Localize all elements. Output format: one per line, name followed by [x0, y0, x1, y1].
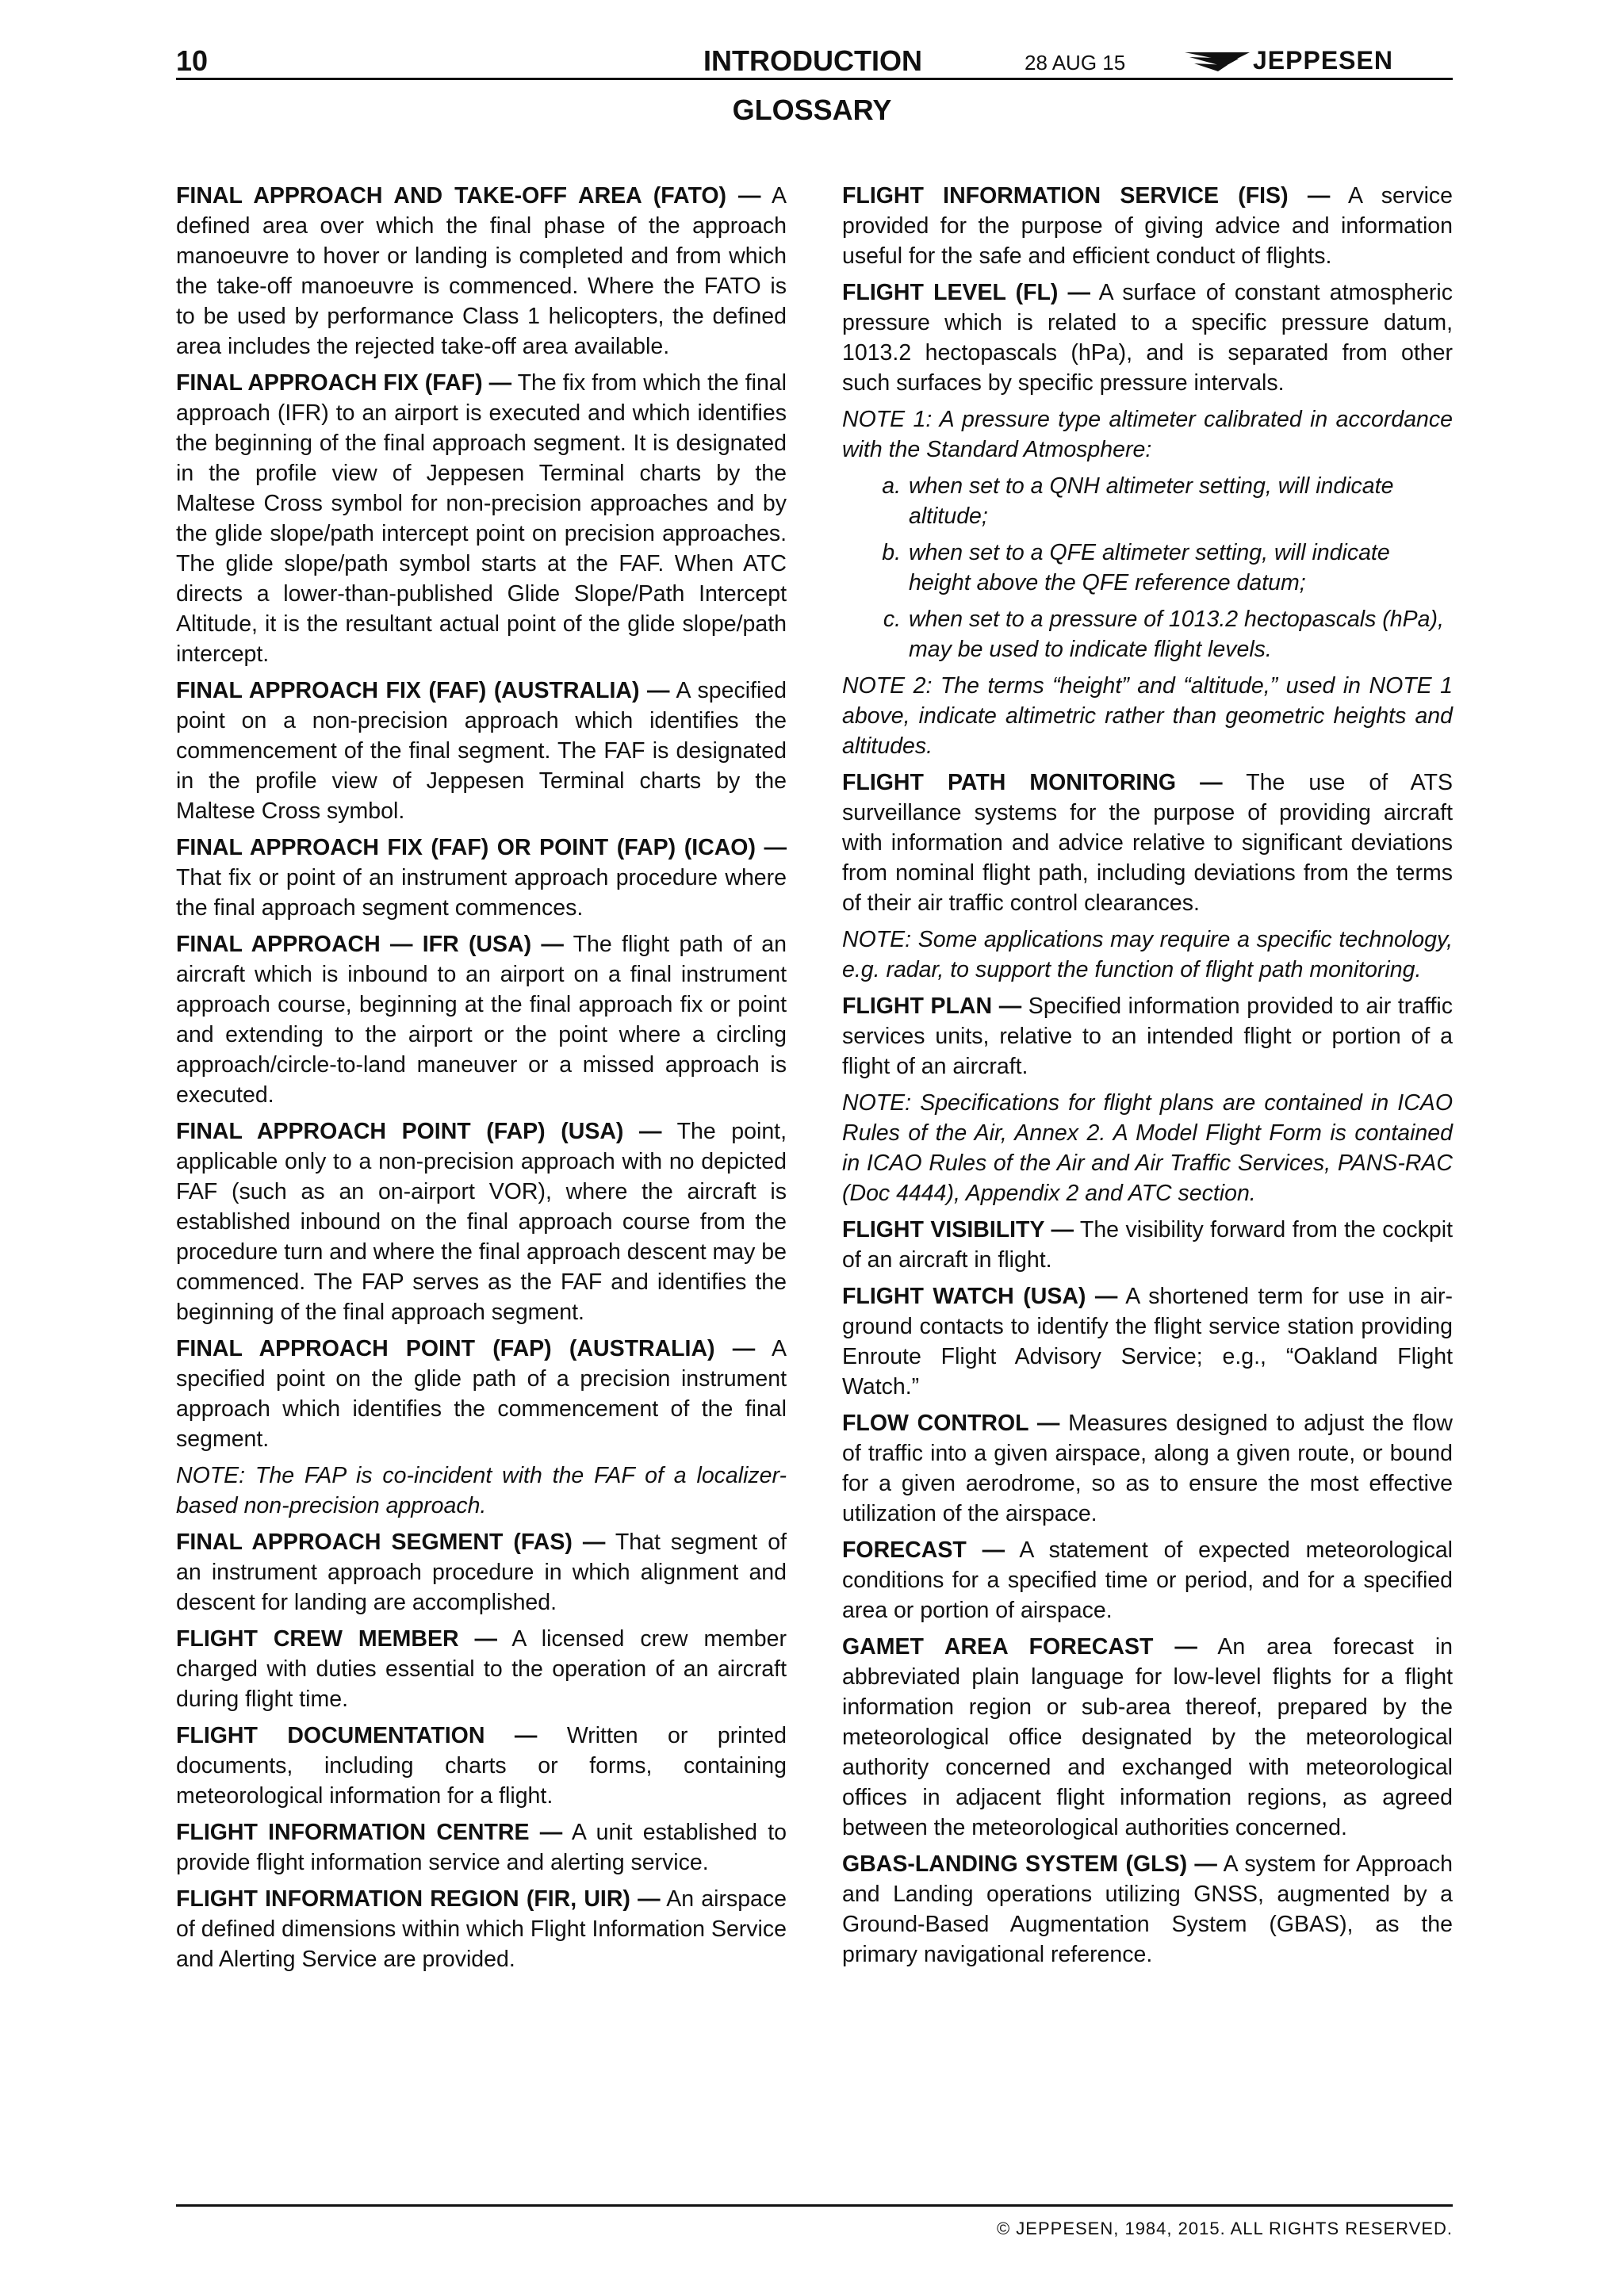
glossary-definition: A defined area over which the final phase of the approach manoeuvre to hover or landing is completed and from which the take-off manoeuvre is commenced. Where the FATO is to be used by performance Class 1 helicopters, the defined area includes the rejected take-off area available.	[176, 183, 787, 359]
glossary-note: NOTE 2: The terms “height” and “altitude,” used in NOTE 1 above, indicate altimetric rather than geometric heights and altitudes.	[842, 673, 1453, 759]
page-header	[176, 41, 1453, 81]
glossary-entry	[176, 1624, 787, 1714]
glossary-entry	[176, 1116, 787, 1327]
header-rule	[176, 78, 1453, 80]
glossary-term: FINAL APPROACH POINT (FAP) (AUSTRALIA) —	[176, 1336, 756, 1361]
glossary-term: GBAS-LANDING SYSTEM (GLS) —	[842, 1851, 1217, 1877]
glossary-entry	[176, 1527, 787, 1618]
glossary-term: FLOW CONTROL —	[842, 1411, 1060, 1436]
glossary-definition: That segment of an instrument approach procedure in which alignment and descent for landing are accomplished.	[176, 1530, 787, 1615]
glossary-term: FORECAST —	[842, 1537, 1005, 1563]
glossary-entry	[176, 929, 787, 1110]
list-label: a.	[882, 473, 901, 499]
note-list-item	[842, 538, 1453, 598]
glossary-note: NOTE 1: A pressure type altimeter calibrated in accordance with the Standard Atmosphere:	[842, 407, 1453, 462]
glossary-note: NOTE: Some applications may require a specific technology, e.g. radar, to support the function of flight path monitoring.	[842, 927, 1453, 982]
glossary-definition: The point, applicable only to a non-precision approach with no depicted FAF (such as an on-airport VOR), where the aircraft is established inbound on the final approach course from the procedure turn and where the final approach descent may be commenced. The FAP serves as the FAF and identifies the beginning of the final approach segment.	[176, 1119, 787, 1325]
page-subtitle	[0, 94, 1624, 127]
glossary-entry	[842, 1849, 1453, 1970]
glossary-entry	[176, 676, 787, 826]
list-text: when set to a QNH altimeter setting, will indicate altitude;	[909, 473, 1394, 529]
glossary-term: FINAL APPROACH FIX (FAF) OR POINT (FAP) (ICAO) —	[176, 835, 787, 860]
glossary-entry	[176, 368, 787, 669]
glossary-term: FLIGHT INFORMATION SERVICE (FIS) —	[842, 183, 1331, 209]
glossary-note: NOTE: Specifications for flight plans are contained in ICAO Rules of the Air, Annex 2. A Model Flight Form is contained in ICAO Rules of the Air and Air Traffic Services, PANS-RAC (Doc 4444), Appendix 2 and ATC section.	[842, 1090, 1453, 1206]
glossary-term: GAMET AREA FORECAST —	[842, 1634, 1197, 1660]
footer-rule	[176, 2204, 1453, 2207]
glossary-term: FINAL APPROACH FIX (FAF) —	[176, 370, 512, 396]
glossary-term: FLIGHT WATCH (USA) —	[842, 1284, 1118, 1309]
glossary-term: FLIGHT PATH MONITORING —	[842, 770, 1223, 795]
glossary-entry	[176, 1817, 787, 1878]
glossary-definition: A service provided for the purpose of giving advice and information useful for the safe and efficient conduct of flights.	[842, 183, 1453, 269]
glossary-entry	[842, 278, 1453, 398]
glossary-definition: That fix or point of an instrument approach procedure where the final approach segment commences.	[176, 865, 787, 921]
glossary-definition: An airspace of defined dimensions within which Flight Information Service and Alerting Service are provided.	[176, 1886, 787, 1972]
glossary-term: FINAL APPROACH — IFR (USA) —	[176, 932, 564, 957]
glossary-definition: Written or printed documents, including charts or forms, containing meteorological information for a flight.	[176, 1723, 787, 1809]
glossary-entry	[842, 991, 1453, 1082]
glossary-definition: Specified information provided to air traffic services units, relative to an intended flight or portion of a flight of an aircraft.	[842, 994, 1453, 1079]
glossary-definition: The flight path of an aircraft which is inbound to an airport on a final instrument approach course, beginning at the final approach fix or point and extending to the airport or the point where a circling approach/circle-to-land maneuver or a missed approach is executed.	[176, 932, 787, 1108]
glossary-term: FLIGHT INFORMATION REGION (FIR, UIR) —	[176, 1886, 661, 1912]
glossary-definition: An area forecast in abbreviated plain language for low-level flights for a flight information region or sub-area thereof, prepared by the meteorological office designated by the meteorological authority concerned and exchanged with meteorological offices in adjacent flight information regions, as agreed between the meteorological authorities concerned.	[842, 1634, 1453, 1840]
glossary-definition: A shortened term for use in air-ground contacts to identify the flight service station providing Enroute Flight Advisory Service; e.g., “Oakland Flight Watch.”	[842, 1284, 1454, 1399]
glossary-term: FLIGHT INFORMATION CENTRE —	[176, 1820, 563, 1845]
glossary-entry	[176, 1721, 787, 1811]
glossary-definition: Measures designed to adjust the flow of traffic into a given airspace, along a given route, or bound for a given aerodrome, so as to ensure the most effective utilization of the airspace.	[842, 1411, 1453, 1526]
copyright-footer: © JEPPESEN, 1984, 2015. ALL RIGHTS RESERVED.	[996, 2219, 1453, 2238]
list-text: when set to a pressure of 1013.2 hectopascals (hPa), may be used to indicate flight levels.	[909, 607, 1444, 662]
jeppesen-logo	[1183, 43, 1453, 78]
page-number: 10	[176, 44, 209, 77]
list-text: when set to a QFE altimeter setting, will indicate height above the QFE reference datum;	[909, 540, 1390, 595]
section-title: INTRODUCTION	[703, 44, 922, 77]
note-list-item	[842, 471, 1453, 531]
right-column	[842, 181, 1453, 1976]
glossary-definition: A surface of constant atmospheric pressure which is related to a specific pressure datum, 1013.2 hectopascals (hPa), and is separated from other such surfaces by specific pressure intervals.	[842, 280, 1454, 396]
glossary-entry	[176, 1884, 787, 1974]
glossary-entry	[176, 181, 787, 362]
glossary-note: NOTE: The FAP is co-incident with the FAF of a localizer-based non-precision approach.	[176, 1463, 787, 1518]
glossary-entry	[176, 1334, 787, 1454]
glossary-term: FLIGHT LEVEL (FL) —	[842, 280, 1091, 305]
glossary-term: FLIGHT VISIBILITY —	[842, 1217, 1074, 1242]
glossary-term: FINAL APPROACH AND TAKE-OFF AREA (FATO) —	[176, 183, 761, 209]
glossary-term: FLIGHT DOCUMENTATION —	[176, 1723, 538, 1748]
glossary-definition: A system for Approach and Landing operations utilizing GNSS, augmented by a Ground-Based Augmentation System (GBAS), as the primary navigational reference.	[842, 1851, 1453, 1967]
list-label: c.	[883, 607, 901, 632]
glossary-definition: The use of ATS surveillance systems for the purpose of providing aircraft with information and advice relative to significant deviations from nominal flight path, including deviations from the terms of their air traffic control clearances.	[842, 770, 1453, 916]
glossary-entry	[842, 1408, 1453, 1529]
glossary-term: FLIGHT CREW MEMBER —	[176, 1626, 498, 1652]
glossary-entry	[842, 1215, 1453, 1275]
glossary-term: FLIGHT PLAN —	[842, 994, 1022, 1019]
jeppesen-swoosh-icon	[1183, 43, 1251, 78]
glossary-definition: The fix from which the final approach (IFR) to an airport is executed and which identifies the beginning of the final approach segment. It is designated in the profile view of Jeppesen Terminal charts by the Maltese Cross symbol for non-precision approaches and by the glide slope/path intercept point on precision approaches. The glide slope/path symbol starts at the FAF. When ATC directs a lower-than-published Glide Slope/Path Intercept Altitude, it is the resultant actual point of the glide slope/path intercept.	[176, 370, 787, 667]
brand-name: JEPPESEN	[1253, 46, 1393, 75]
glossary-term: FINAL APPROACH FIX (FAF) (AUSTRALIA) —	[176, 678, 670, 703]
glossary-definition: A specified point on the glide path of a precision instrument approach which identifies the commencement of the final segment.	[176, 1336, 787, 1452]
glossary-entry	[176, 833, 787, 923]
subtitle-text: GLOSSARY	[732, 94, 892, 126]
note-list	[842, 471, 1453, 664]
glossary-definition: A licensed crew member charged with duties essential to the operation of an aircraft during flight time.	[176, 1626, 787, 1712]
glossary-definition: A statement of expected meteorological conditions for a specified time or period, and for a specified area or portion of airspace.	[842, 1537, 1453, 1623]
glossary-entry	[842, 768, 1453, 918]
glossary-entry	[842, 1535, 1453, 1625]
left-column	[176, 181, 787, 1981]
glossary-entry	[842, 181, 1453, 271]
note-list-item	[842, 604, 1453, 664]
glossary-entry	[842, 1632, 1453, 1843]
glossary-definition: The visibility forward from the cockpit of an aircraft in flight.	[842, 1217, 1453, 1273]
glossary-definition: A specified point on a non-precision approach which identifies the commencement of the final segment. The FAF is designated in the profile view of Jeppesen Terminal charts by the Maltese Cross symbol.	[176, 678, 787, 824]
list-label: b.	[882, 540, 901, 565]
glossary-definition: A unit established to provide flight information service and alerting service.	[176, 1820, 787, 1875]
glossary-term: FINAL APPROACH SEGMENT (FAS) —	[176, 1530, 606, 1555]
revision-date: 28 AUG 15	[1025, 51, 1126, 75]
glossary-term: FINAL APPROACH POINT (FAP) (USA) —	[176, 1119, 662, 1144]
glossary-entry	[842, 1281, 1453, 1402]
